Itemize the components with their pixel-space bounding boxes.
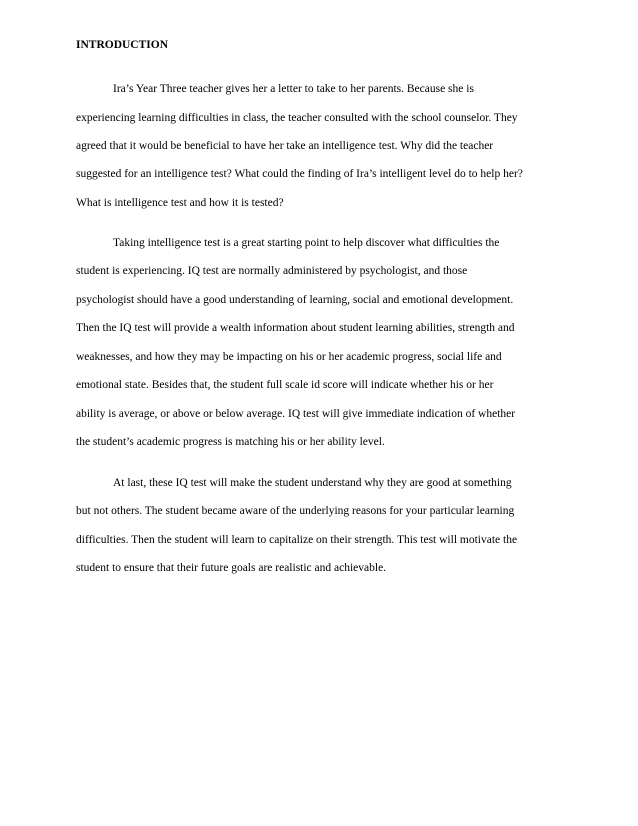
paragraph-2-line-3: psychologist should have a good understanding of learning, social and emotional development. [76,294,514,306]
paragraph-1-line-1: Ira’s Year Three teacher gives her a letter to take to her parents. Because she is [113,83,474,95]
paragraph-2-line-6: emotional state. Besides that, the student full scale id score will indicate whether his or her [76,379,494,391]
paragraph-1-line-5: What is intelligence test and how it is tested? [76,197,284,209]
paragraph-2-line-4: Then the IQ test will provide a wealth information about student learning abilities, strength and [76,322,515,334]
paragraph-1-line-2: experiencing learning difficulties in class, the teacher consulted with the school counselor. They [76,112,518,124]
paragraph-2-line-1: Taking intelligence test is a great starting point to help discover what difficulties the [113,237,500,249]
paragraph-3-line-2: but not others. The student became aware of the underlying reasons for your particular learning [76,505,515,517]
paragraph-2-line-8: the student’s academic progress is matching his or her ability level. [76,436,385,448]
paragraph-3-line-4: student to ensure that their future goals are realistic and achievable. [76,562,387,574]
paragraph-2-line-5: weaknesses, and how they may be impacting on his or her academic progress, social life and [76,351,502,363]
paragraph-3-line-3: difficulties. Then the student will learn to capitalize on their strength. This test will motivate the [76,534,518,546]
paragraph-2-line-2: student is experiencing. IQ test are normally administered by psychologist, and those [76,265,468,277]
paragraph-1-line-3: agreed that it would be beneficial to have her take an intelligence test. Why did the teacher [76,140,494,152]
paragraph-2-line-7: ability is average, or above or below average. IQ test will give immediate indication of whether [76,408,516,420]
section-heading: INTRODUCTION [76,39,169,51]
paragraph-3-line-1: At last, these IQ test will make the student understand why they are good at something [113,477,512,489]
paragraph-1-line-4: suggested for an intelligence test? What could the finding of Ira’s intelligent level do to help her? [76,168,523,180]
